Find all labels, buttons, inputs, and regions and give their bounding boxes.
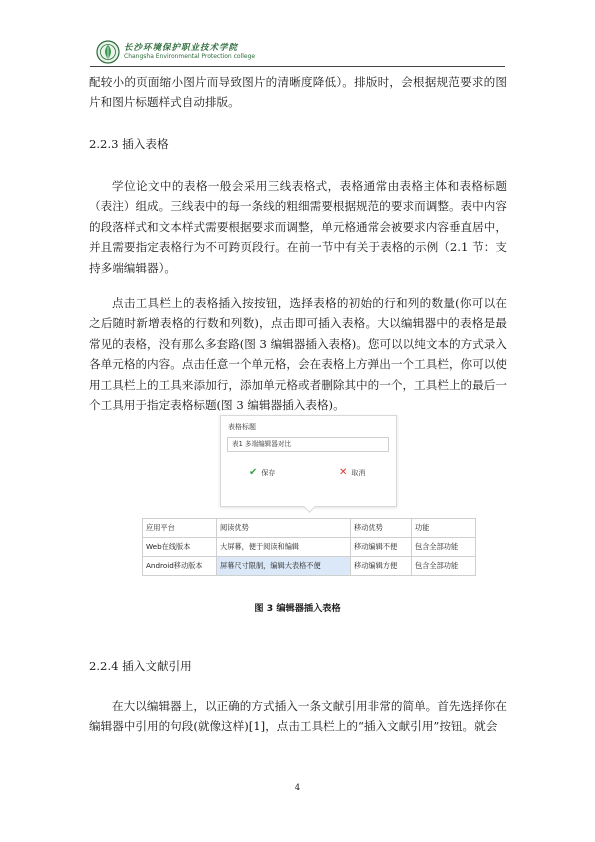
popup-title: 表格标题 [228, 423, 256, 431]
table-header-cell[interactable]: 功能 [412, 519, 476, 538]
school-name [124, 44, 255, 61]
section-heading-insert-table: 2.2.3 插入表格 [89, 137, 169, 151]
page-number: 4 [294, 783, 301, 793]
cancel-button[interactable] [339, 467, 365, 478]
school-name-cn: 长沙环境保护职业技术学院 [124, 42, 239, 53]
header-divider [90, 66, 505, 67]
close-icon: ✕ [339, 467, 348, 478]
table-header-cell[interactable]: 移动优势 [351, 519, 412, 538]
figure-caption: 图 3 编辑器插入表格 [254, 603, 341, 614]
paragraph-continued: 配较小的页面缩小图片而导致图片的清晰度降低）。排版时，会根据规范要求的图片和图片标题样式自动排版。 [89, 75, 507, 110]
page-header [90, 38, 505, 66]
table-cell[interactable]: 包含全部功能 [412, 538, 476, 557]
table-header-cell[interactable]: 阅读优势 [217, 519, 351, 538]
check-icon: ✔ [249, 467, 258, 478]
save-button[interactable] [249, 467, 275, 478]
table-cell-selected[interactable]: 屏幕尺寸限制，编辑大表格不便 [217, 557, 351, 576]
table-cell[interactable]: Android移动版本 [143, 557, 217, 576]
caption-input[interactable]: 表1 多端编辑器对比 [227, 437, 389, 452]
save-label: 保存 [261, 468, 276, 477]
table-caption-popup [220, 415, 397, 507]
table-header-cell[interactable]: 应用平台 [143, 519, 217, 538]
comparison-table [142, 518, 476, 576]
paragraph-table-usage: 点击工具栏上的表格插入按按钮，选择表格的初始的行和列的数量(你可以在之后随时新增表格的行数和列数)，点击即可插入表格。大以编辑器中的表格是最常见的表格，没有那么多套路(图 3 编辑器插入表格)。您可以以纯文本的方式录入各单元格的内容。点击任意一个单元格，会在表格上方弹出一个工具栏，你可以使用工具栏上的工具来添加行，添加单元格或者删除其中的一个，工具栏上的最后一个工具用于指定表格标题(图 3 编辑器插入表格)。 [89, 296, 507, 413]
paragraph-citation: 在大以编辑器上，以正确的方式插入一条文献引用非常的简单。首先选择你在编辑器中引用的句段(就像这样)[1]，点击工具栏上的“插入文献引用”按钮。就会 [89, 699, 507, 734]
school-name-en: Changsha Environmental Protection college [124, 53, 256, 61]
table-cell[interactable]: 包含全部功能 [412, 557, 476, 576]
table-cell[interactable]: Web在线版本 [143, 538, 217, 557]
table-cell[interactable]: 移动编辑不便 [351, 538, 412, 557]
section-heading-insert-citation: 2.2.4 插入文献引用 [89, 659, 192, 673]
table-cell[interactable]: 大屏幕，便于阅读和编辑 [217, 538, 351, 557]
popup-caret [303, 500, 316, 513]
school-logo-icon [96, 40, 120, 64]
table-cell[interactable]: 移动编辑方便 [351, 557, 412, 576]
cancel-label: 取消 [351, 468, 366, 477]
table-row [143, 557, 476, 576]
paragraph-table-intro: 学位论文中的表格一般会采用三线表格式，表格通常由表格主体和表格标题（表注）组成。三线表中的每一条线的粗细需要根据规范的要求而调整。表中内容的段落样式和文本样式需要根据要求而调整，单元格通常会被要求内容垂直居中，并且需要指定表格行为不可跨页段行。在前一节中有关于表格的示例（2.1 节：支持多端编辑器）。 [89, 179, 507, 275]
table-header-row [143, 519, 476, 538]
table-row [143, 538, 476, 557]
